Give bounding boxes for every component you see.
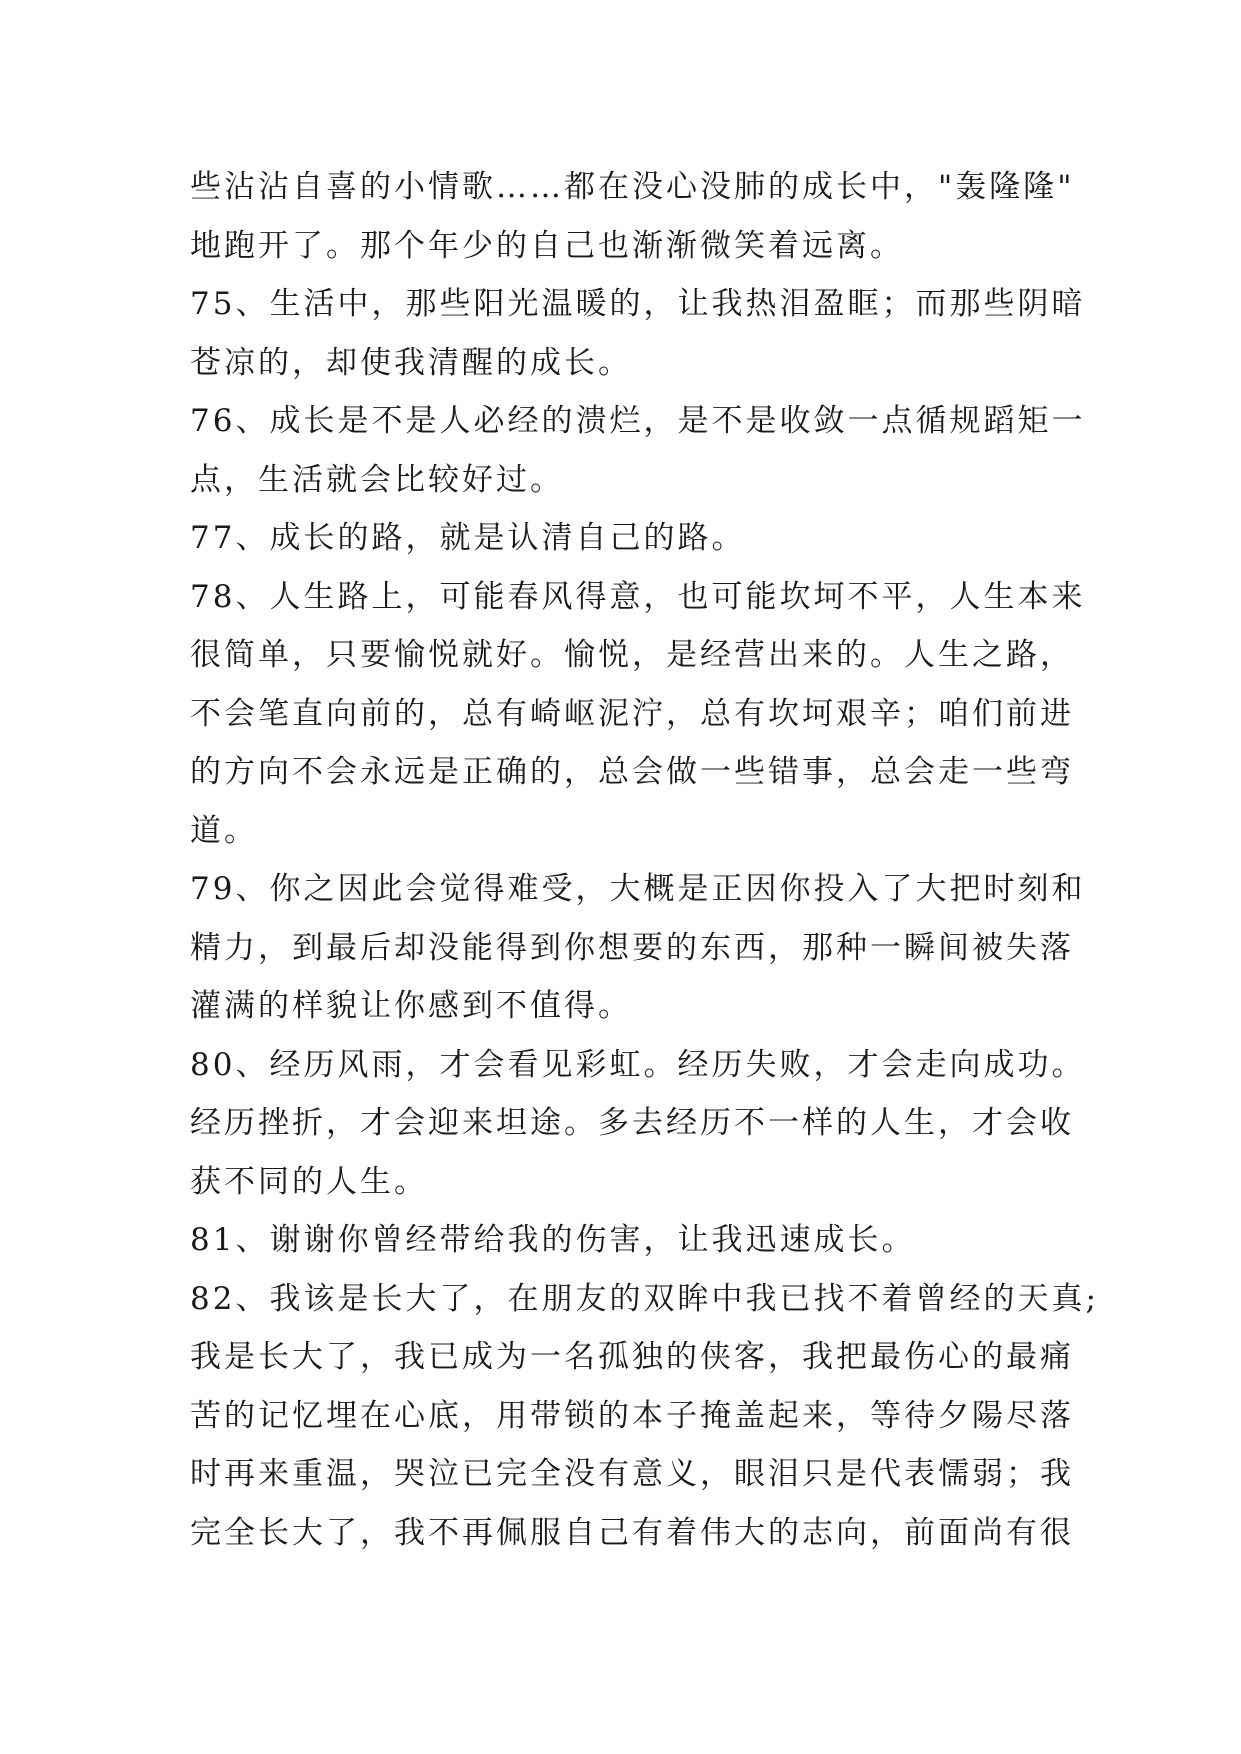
text-line: 81、谢谢你曾经带给我的伤害，让我迅速成长。 bbox=[190, 1222, 916, 1258]
text-line: 苦的记忆埋在心底，用带锁的本子掩盖起来，等待夕陽尽落 bbox=[190, 1397, 1074, 1434]
text-line: 的方向不会永远是正确的，总会做一些错事，总会走一些弯 bbox=[190, 754, 1074, 790]
text-line: 我是长大了，我已成为一名孤独的侠客，我把最伤心的最痛 bbox=[190, 1339, 1074, 1375]
text-line: 时再来重温，哭泣已完全没有意义，眼泪只是代表懦弱；我 bbox=[190, 1456, 1074, 1492]
text-line: 78、人生路上，可能春风得意，也可能坎坷不平，人生本来 bbox=[190, 578, 1086, 615]
text-line: 82、我该是长大了，在朋友的双眸中我已找不着曾经的天真; bbox=[190, 1280, 1099, 1317]
text-line: 76、成长是不是人必经的溃烂，是不是收敛一点循规蹈矩一 bbox=[190, 403, 1086, 439]
text-line: 75、生活中，那些阳光温暖的，让我热泪盈眶；而那些阴暗 bbox=[190, 286, 1086, 322]
text-line: 77、成长的路，就是认清自己的路。 bbox=[190, 520, 746, 556]
text-line: 些沾沾自喜的小情歌……都在没心没肺的成长中，"轰隆隆" bbox=[190, 169, 1075, 205]
text-line: 道。 bbox=[190, 812, 258, 849]
text-line: 不会笔直向前的，总有崎岖泥泞，总有坎坷艰辛；咱们前进 bbox=[190, 695, 1074, 732]
text-line: 苍凉的，却使我清醒的成长。 bbox=[190, 344, 632, 381]
text-line: 79、你之因此会觉得难受，大概是正因你投入了大把时刻和 bbox=[190, 871, 1086, 907]
text-line: 经历挫折，才会迎来坦途。多去经历不一样的人生，才会收 bbox=[190, 1105, 1074, 1141]
text-line: 地跑开了。那个年少的自己也渐渐微笑着远离。 bbox=[190, 227, 904, 264]
text-line: 灌满的样貌让你感到不值得。 bbox=[190, 988, 632, 1024]
text-line: 80、经历风雨，才会看见彩虹。经历失败，才会走向成功。 bbox=[190, 1046, 1086, 1083]
text-line: 精力，到最后却没能得到你想要的东西，那种一瞬间被失落 bbox=[190, 929, 1074, 966]
document-body bbox=[190, 158, 1099, 1562]
text-line: 点，生活就会比较好过。 bbox=[190, 461, 564, 498]
text-line: 很简单，只要愉悦就好。愉悦，是经营出来的。人生之路， bbox=[190, 637, 1074, 673]
text-line: 完全长大了，我不再佩服自己有着伟大的志向，前面尚有很 bbox=[190, 1514, 1074, 1551]
text-line: 获不同的人生。 bbox=[190, 1163, 428, 1200]
